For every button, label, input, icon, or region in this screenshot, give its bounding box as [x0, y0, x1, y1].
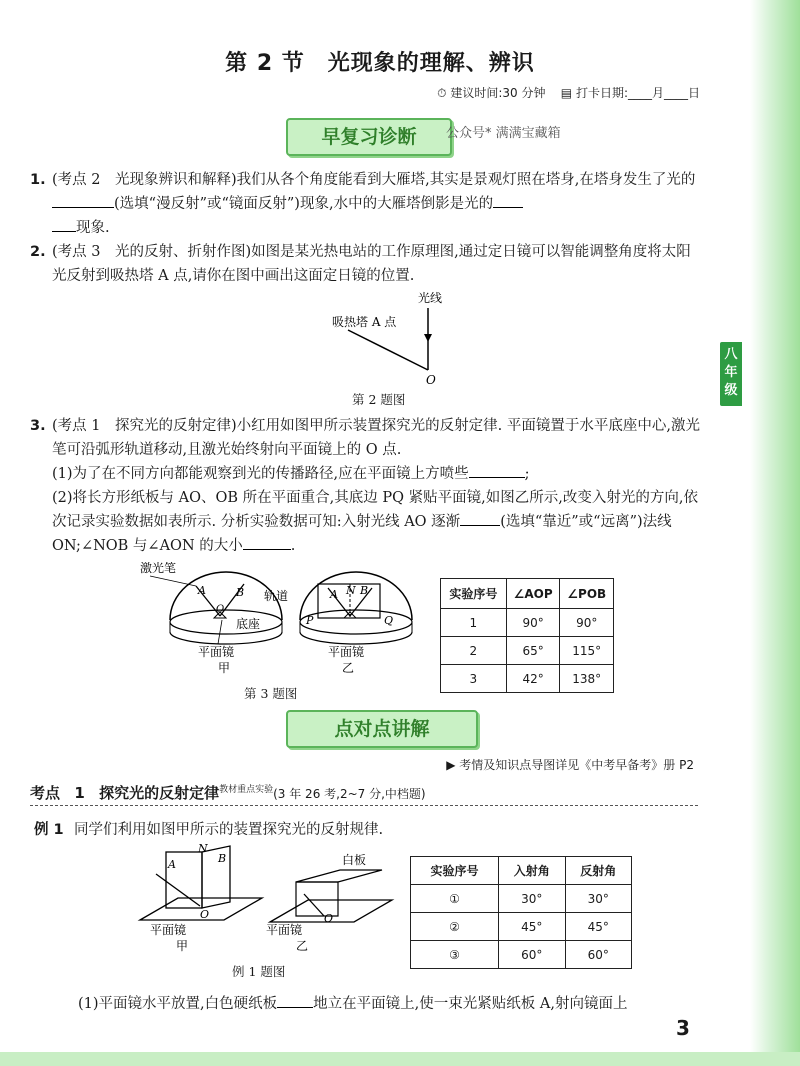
svg-text:B: B [360, 584, 369, 597]
table-row: 1 90° 90° [441, 609, 614, 637]
svg-text:乙: 乙 [342, 661, 355, 675]
watermark: 公众号* 满满宝藏箱 [446, 126, 561, 141]
label-laser: 激光笔 [140, 562, 177, 575]
table-row: 3 42° 138° [441, 665, 614, 693]
question-1: 1. (考点 2 光现象辨识和解释)我们从各个角度能看到大雁塔,其实是景观灯照在塔身,在塔身发生了光的(选填“漫反射”或“镜面反射”)现象,水中的大雁塔倒影是光的 现象. [30, 172, 696, 236]
svg-text:A: A [330, 588, 338, 601]
svg-text:平面镜: 平面镜 [328, 645, 365, 659]
example-1: 例 1 同学们利用如图甲所示的装置探究光的反射规律. [34, 822, 384, 838]
label-b: B [236, 586, 245, 599]
calendar-icon: ▤ [560, 86, 573, 100]
svg-text:O: O [324, 912, 334, 925]
lecture-banner: 点对点讲解 [286, 710, 478, 748]
bottom-edge-decoration [0, 1052, 800, 1066]
table-row: ② 45° 45° [411, 913, 632, 941]
svg-text:Q: Q [384, 614, 394, 627]
label-jia: 甲 [218, 661, 231, 675]
q3-caption: 第 3 题图 [244, 686, 298, 701]
label-tower: 吸热塔 A 点 [332, 315, 397, 329]
answer-blank[interactable] [52, 193, 114, 208]
label-mirror1: 平面镜 [198, 645, 235, 659]
q3-figure [140, 562, 430, 684]
svg-text:B: B [218, 852, 227, 865]
example-part-1: (1)平面镜水平放置,白色硬纸板 地立在平面镜上,使一束光紧贴纸板 A,射向镜面上 [78, 992, 708, 1016]
q3-table [440, 578, 614, 693]
label-base: 底座 [236, 617, 261, 631]
svg-text:O: O [200, 908, 210, 921]
label-track: 轨道 [264, 589, 289, 603]
page-number: 3 [676, 1016, 690, 1040]
svg-text:平面镜: 平面镜 [150, 923, 187, 937]
page-edge-decoration [750, 0, 800, 1066]
answer-blank[interactable] [493, 193, 523, 208]
q2-figure [320, 288, 470, 388]
answer-blank[interactable] [277, 993, 313, 1008]
table-header: 入射角 [499, 857, 565, 885]
clock-icon: ⏱ [437, 86, 447, 100]
suggested-time: 建议时间:30 分钟 [450, 86, 546, 100]
question-3: 3. (考点 1 探究光的反射定律)小红用如图甲所示装置探究光的反射定律. 平面镜置于水平底座中心,激光笔可沿弧形轨道移动,且激光始终射向平面镜上的 O 点. (1)为了在不同方向都能观察到光的传播路径,应在平面镜上方喷些 ; (2)将长方形纸板与 AO、OB 所在平面重合,其底边 PQ 紧贴平面镜,如图乙所示,改变入射光的方向,依次记录实验数据如表所示. 分析实验数据可知:入射光线 AO 逐渐 (选填“靠近”或“远离”)法线 ON;∠NOB 与∠AON 的大小 . [30, 418, 700, 554]
svg-text:N: N [346, 584, 356, 597]
table-header: 实验序号 [441, 579, 507, 609]
example-caption: 例 1 题图 [232, 964, 286, 979]
review-banner: 早复习诊断 [286, 118, 452, 156]
q2-caption: 第 2 题图 [352, 392, 406, 407]
example-figure [120, 842, 410, 962]
answer-blank[interactable] [469, 463, 525, 478]
svg-text:白板: 白板 [342, 853, 367, 867]
answer-blank[interactable] [243, 535, 291, 550]
ray-arrow [424, 334, 432, 342]
svg-text:乙: 乙 [296, 939, 309, 953]
answer-blank[interactable] [52, 217, 76, 232]
svg-text:平面镜: 平面镜 [266, 923, 303, 937]
kaodian-header: 考点 1 探究光的反射定律$^{教材重点实验}$(3 年 26 考,2~7 分,中档题) [30, 782, 698, 806]
meta-info [437, 84, 700, 101]
reference-note: ▶ 考情及知识点导图详见《中考早备考》册 P2 [446, 758, 694, 772]
label-o: O [426, 373, 436, 387]
checkin-date: 打卡日期:____月____日 [575, 86, 700, 100]
label-o: O [216, 604, 225, 615]
answer-blank[interactable] [460, 511, 500, 526]
example-table [410, 856, 632, 969]
table-header: ∠POB [560, 579, 614, 609]
table-header: 反射角 [565, 857, 632, 885]
table-row: ③ 60° 60° [411, 941, 632, 969]
label-light: 光线 [418, 291, 443, 305]
svg-text:P: P [306, 614, 314, 627]
label-a: A [198, 584, 206, 597]
svg-text:甲: 甲 [176, 939, 189, 953]
grade-side-tab: 八年级 [720, 342, 742, 406]
table-header: ∠AOP [506, 579, 560, 609]
question-2: 2. (考点 3 光的反射、折射作图)如图是某光热电站的工作原理图,通过定日镜可以智能调整角度将太阳光反射到吸热塔 A 点,请你在图中画出这面定日镜的位置. [30, 244, 691, 284]
table-header: 实验序号 [411, 857, 499, 885]
svg-text:A: A [168, 858, 176, 871]
svg-text:N: N [198, 842, 208, 855]
base-ellipse [170, 610, 282, 634]
section-title: 第 2 节 光现象的理解、辨识 [225, 51, 535, 76]
reflected-ray [348, 330, 428, 370]
table-row: 2 65° 115° [441, 637, 614, 665]
table-row: ① 30° 30° [411, 885, 632, 913]
